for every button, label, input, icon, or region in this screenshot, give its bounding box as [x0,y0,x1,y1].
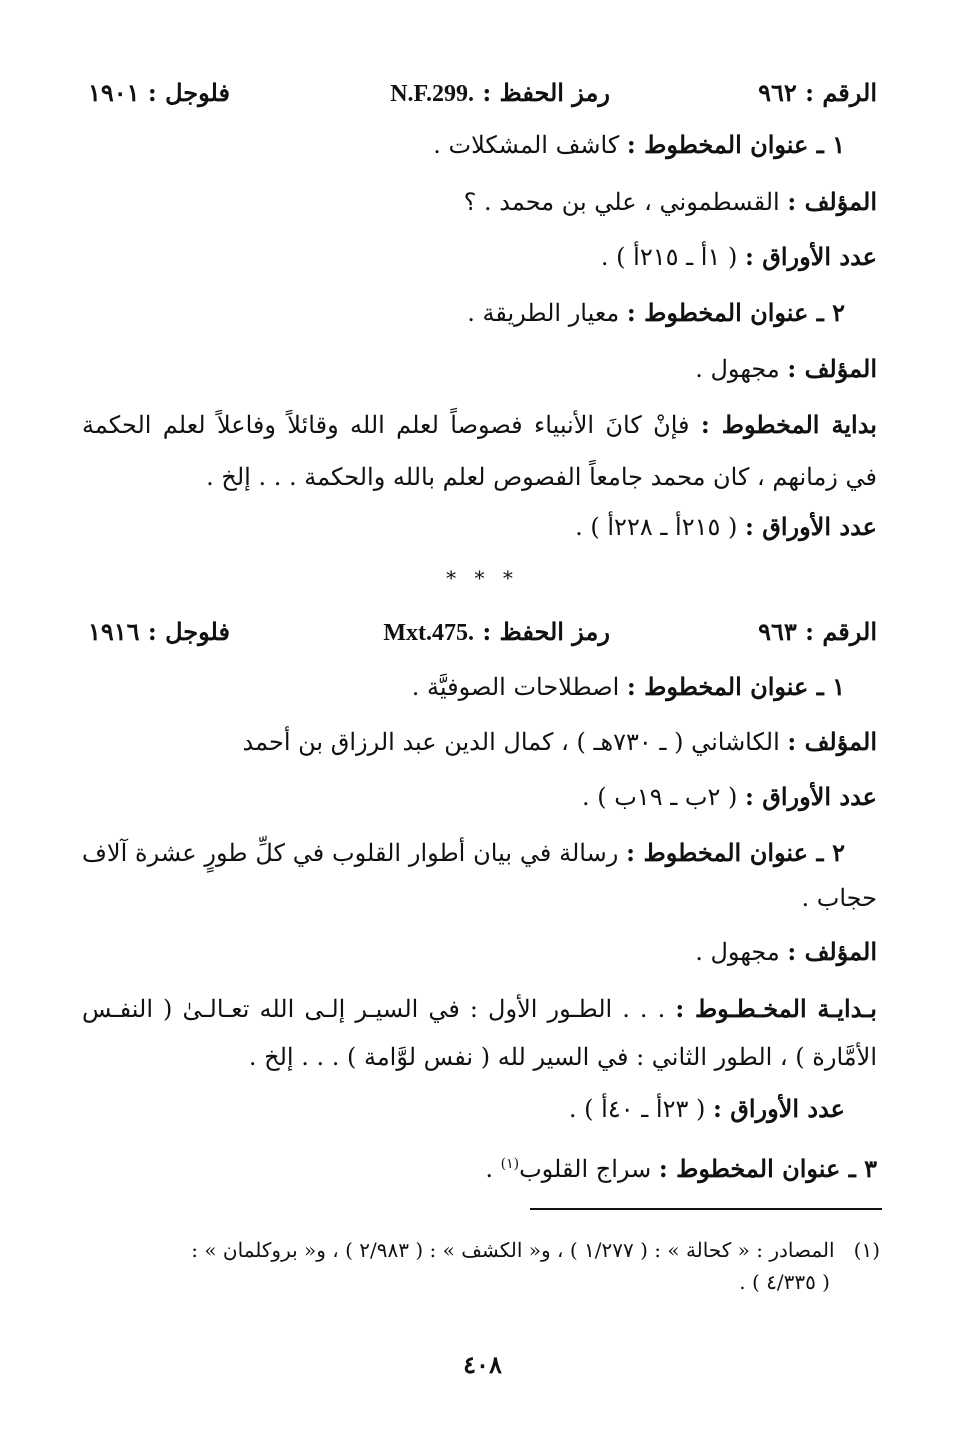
field-value: رسالة في بيان أطوار القلوب في كلِّ طورٍ عشرة آلاف [82,839,619,867]
shelf-mark-label: رمز الحفظ : [482,617,610,646]
manuscript-title-line-1 [82,836,845,870]
field-value: الكاشاني ( ـ ٧٣٠هـ ) ، كمال الدين عبد الرزاق بن أحمد [242,728,780,756]
field-label: ٣ ـ عنوان المخطوط : [658,1154,877,1183]
field-value-end: . [485,1155,501,1183]
manuscript-title-line [82,296,845,330]
footnote-line-2: ( ٤/٣٣٥ ) . [739,1270,830,1294]
field-value: ( ٢٣أ ـ ٤٠أ ) . [568,1095,706,1123]
folios-line [82,240,877,274]
field-label: عدد الأوراق : [745,242,877,271]
field-value: معيار الطريقة . [467,299,620,327]
footnote-marker: (١) [853,1238,880,1262]
shelf-mark-code: N.F.299. [390,81,474,107]
folios-line [82,510,877,544]
field-label: بـدايـة المخـطـوط : [675,994,877,1023]
beginning-line-2: الأمَّارة ) ، الطور الثاني : في السير لله ( نفس لوَّامة ) . . . إلخ . [248,1043,877,1071]
author-line [82,185,877,219]
record-number: الرقم : ٩٦٣ [758,617,877,646]
field-label: ١ ـ عنوان المخطوط : [626,672,845,701]
field-label: عدد الأوراق : [713,1094,845,1123]
field-value: كاشف المشكلات . [433,131,620,159]
manuscript-title-line-2: حجاب . [801,884,877,912]
beginning-line-2: في زمانهم ، كان محمد جامعاً الفصوص لعلم بالله والحكمة . . . إلخ . [206,463,877,491]
manuscript-title-line [82,670,845,704]
field-label: المؤلف : [787,727,877,756]
field-value: فإنْ كانَ الأنبياء فصوصاً لعلم الله وقائلاً وفاعلاً لعلم الحكمة [82,411,690,439]
flugel-number: فلوجل : ١٩٠١ [88,78,230,107]
footnote-reference: (١) [500,1156,520,1172]
field-value: ( ٢ب ـ ١٩ب ) . [581,783,738,811]
beginning-line-1 [82,992,877,1026]
record-number: الرقم : ٩٦٢ [758,78,877,107]
field-value: . . . الطـور الأول : في السيـر إلـى الله تعـالـىٰ ( النفـس [82,995,666,1023]
beginning-line-1 [82,408,877,442]
field-value: مجهول . [695,355,780,383]
author-line [82,935,877,969]
author-line [82,352,877,386]
field-label: عدد الأوراق : [745,782,877,811]
shelf-mark-code: Mxt.475. [383,620,474,646]
page-number: ٤٠٨ [463,1350,502,1379]
field-label: المؤلف : [787,187,877,216]
field-label: ١ ـ عنوان المخطوط : [626,130,845,159]
field-label: عدد الأوراق : [745,512,877,541]
field-value: اصطلاحات الصوفيَّة . [411,673,620,701]
field-label: بداية المخطوط : [700,410,877,439]
author-line [82,725,877,759]
shelf-mark [390,76,610,111]
folios-line [82,1092,845,1126]
field-value: ( ١أ ـ ٢١٥أ ) . [600,243,738,271]
footnote-line-1 [82,1236,880,1264]
field-label: ٢ ـ عنوان المخطوط : [626,298,845,327]
field-value: ( ٢١٥أ ـ ٢٢٨أ ) . [575,513,738,541]
field-label: المؤلف : [787,354,877,383]
footnote-divider [530,1208,882,1210]
manuscript-title-line [82,1147,877,1186]
shelf-mark-label: رمز الحفظ : [482,78,610,107]
field-label: ٢ ـ عنوان المخطوط : [626,838,845,867]
flugel-number: فلوجل : ١٩١٦ [88,617,230,646]
section-separator: * * * [446,566,519,590]
field-label: المؤلف : [787,937,877,966]
field-value: القسطموني ، علي بن محمد . ؟ [463,188,780,216]
footnote-text: المصادر : « كحالة » : ( ١/٢٧٧ ) ، و« الكشف » : ( ٢/٩٨٣ ) ، و« بروكلمان » : [191,1238,835,1262]
manuscript-title-line [82,128,845,162]
field-value: مجهول . [695,938,780,966]
shelf-mark [383,615,610,650]
field-value: سراج القلوب [519,1155,652,1183]
folios-line [82,780,877,814]
